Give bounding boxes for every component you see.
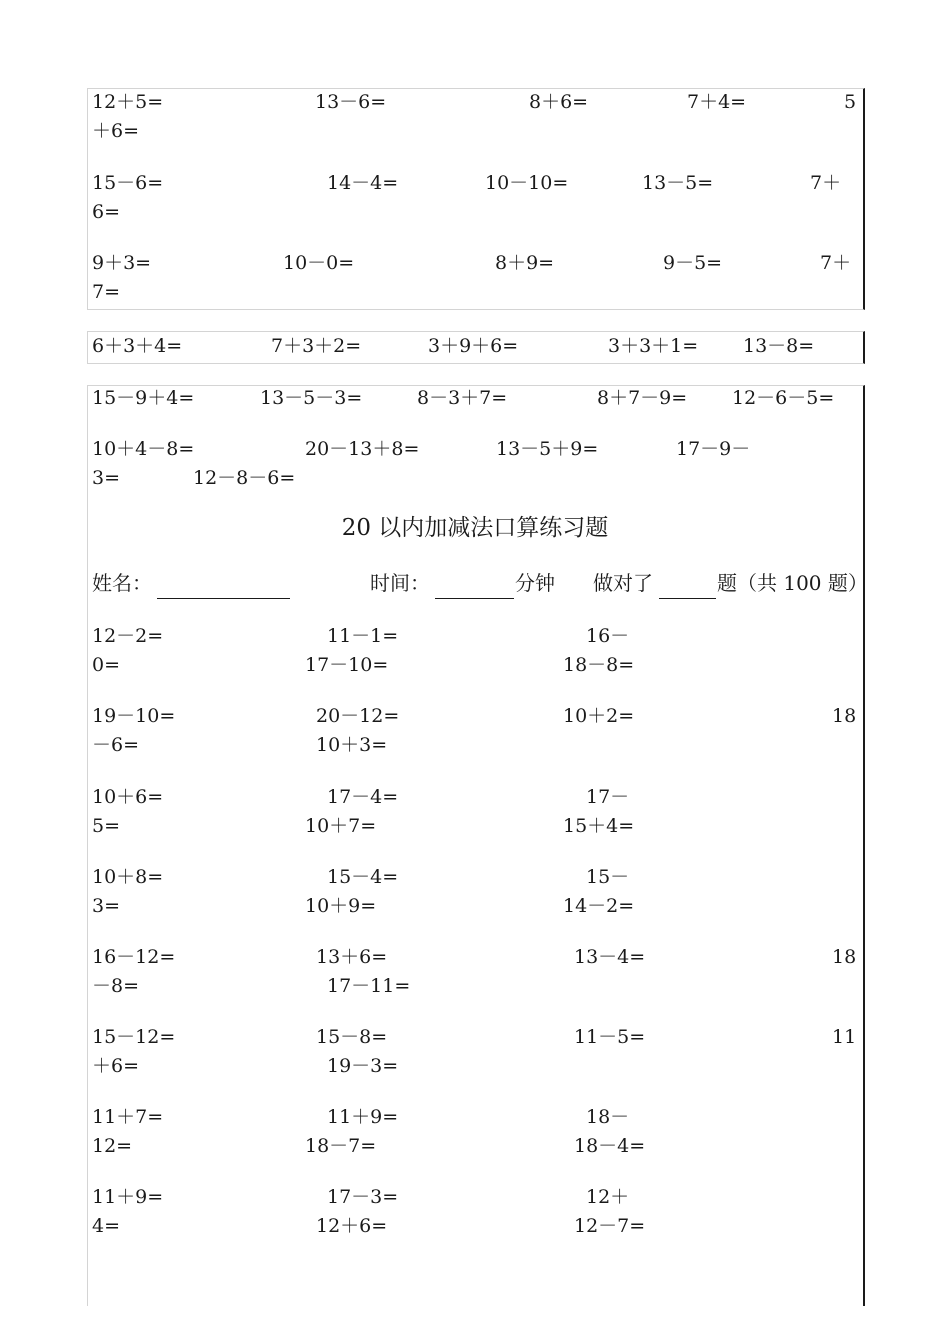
problem: 12－2= (92, 625, 164, 647)
problem: 11＋9= (327, 1106, 399, 1128)
problem: 17－9－ (676, 438, 751, 460)
minutes-label: 分钟 (515, 571, 555, 595)
problem: 18－7= (305, 1135, 377, 1157)
problem: ＋6= (92, 120, 140, 142)
problem: 15－ (586, 866, 630, 888)
problem: 14－2= (563, 895, 635, 917)
problem: 5= (92, 815, 121, 837)
score-suffix: 题（共 100 题） (717, 571, 868, 595)
problem: 12＋5= (92, 91, 164, 113)
problem: 8＋7－9= (597, 387, 688, 409)
problem: 18－ (586, 1106, 630, 1128)
problem: 15＋4= (563, 815, 635, 837)
problem: －6= (92, 734, 140, 756)
problem: 15－12= (92, 1026, 176, 1048)
problem: 17－3= (327, 1186, 399, 1208)
problem: 19－3= (327, 1055, 399, 1077)
correct-label: 做对了 (593, 571, 653, 595)
problem: 7= (92, 281, 121, 303)
problem: 10＋7= (305, 815, 377, 837)
problem: 19－10= (92, 705, 176, 727)
problem: 7＋ (820, 252, 852, 274)
problem: 8－3＋7= (417, 387, 508, 409)
problem: 14－4= (327, 172, 399, 194)
problem: 12= (92, 1135, 133, 1157)
problem: 15－4= (327, 866, 399, 888)
problem: 18 (832, 946, 857, 968)
problem: 11－1= (327, 625, 399, 647)
problem: 13－5－3= (260, 387, 363, 409)
problem: 17－10= (305, 654, 389, 676)
time-blank[interactable] (435, 598, 514, 599)
problem: 7＋3＋2= (271, 335, 362, 357)
problem: 11＋7= (92, 1106, 164, 1128)
problem: 3= (92, 467, 121, 489)
problem: ＋6= (92, 1055, 140, 1077)
problem: 3= (92, 895, 121, 917)
problem: 10＋8= (92, 866, 164, 888)
problem: 10－10= (485, 172, 569, 194)
problem: 11＋9= (92, 1186, 164, 1208)
problem: 15－8= (316, 1026, 388, 1048)
problem: 9＋3= (92, 252, 152, 274)
problem: 3＋9＋6= (428, 335, 519, 357)
problem: 3＋3＋1= (608, 335, 699, 357)
problem: 10＋3= (316, 734, 388, 756)
problem: 16－12= (92, 946, 176, 968)
problem: 11 (832, 1026, 857, 1048)
name-blank[interactable] (157, 598, 290, 599)
problem: 7＋ (810, 172, 842, 194)
problem: 10＋9= (305, 895, 377, 917)
problem: 18－8= (563, 654, 635, 676)
problem: 11－5= (574, 1026, 646, 1048)
problem: 7＋4= (687, 91, 747, 113)
problem: 13－5＋9= (496, 438, 599, 460)
problem: 13－5= (642, 172, 714, 194)
problem: 13－8= (743, 335, 815, 357)
problem: 13＋6= (316, 946, 388, 968)
problem: 12＋6= (316, 1215, 388, 1237)
problem: 13－4= (574, 946, 646, 968)
problem: 10＋4－8= (92, 438, 195, 460)
problem: 12－8－6= (193, 467, 296, 489)
problem: 6＋3＋4= (92, 335, 183, 357)
problem: 17－ (586, 786, 630, 808)
problem: 12－6－5= (732, 387, 835, 409)
problem: 12＋ (586, 1186, 630, 1208)
time-label: 时间： (370, 571, 430, 595)
problem: 10＋2= (563, 705, 635, 727)
problem: 9－5= (663, 252, 723, 274)
problem: 10＋6= (92, 786, 164, 808)
problem: 17－4= (327, 786, 399, 808)
problem: 6= (92, 201, 121, 223)
problem: 4= (92, 1215, 121, 1237)
problem: －8= (92, 975, 140, 997)
problem: 17－11= (327, 975, 411, 997)
problem: 15－6= (92, 172, 164, 194)
worksheet-title: 20 以内加减法口算练习题 (341, 515, 609, 541)
problem: 15－9＋4= (92, 387, 195, 409)
problem: 10－0= (283, 252, 355, 274)
problem: 18－4= (574, 1135, 646, 1157)
problem: 0= (92, 654, 121, 676)
problem: 16－ (586, 625, 630, 647)
exercise-box-1 (87, 88, 865, 310)
problem: 5 (844, 91, 857, 113)
problem: 13－6= (315, 91, 387, 113)
correct-blank[interactable] (659, 598, 716, 599)
problem: 20－13＋8= (305, 438, 420, 460)
problem: 8＋6= (529, 91, 589, 113)
problem: 18 (832, 705, 857, 727)
problem: 12－7= (574, 1215, 646, 1237)
problem: 8＋9= (495, 252, 555, 274)
name-label: 姓名： (92, 571, 152, 595)
problem: 20－12= (316, 705, 400, 727)
